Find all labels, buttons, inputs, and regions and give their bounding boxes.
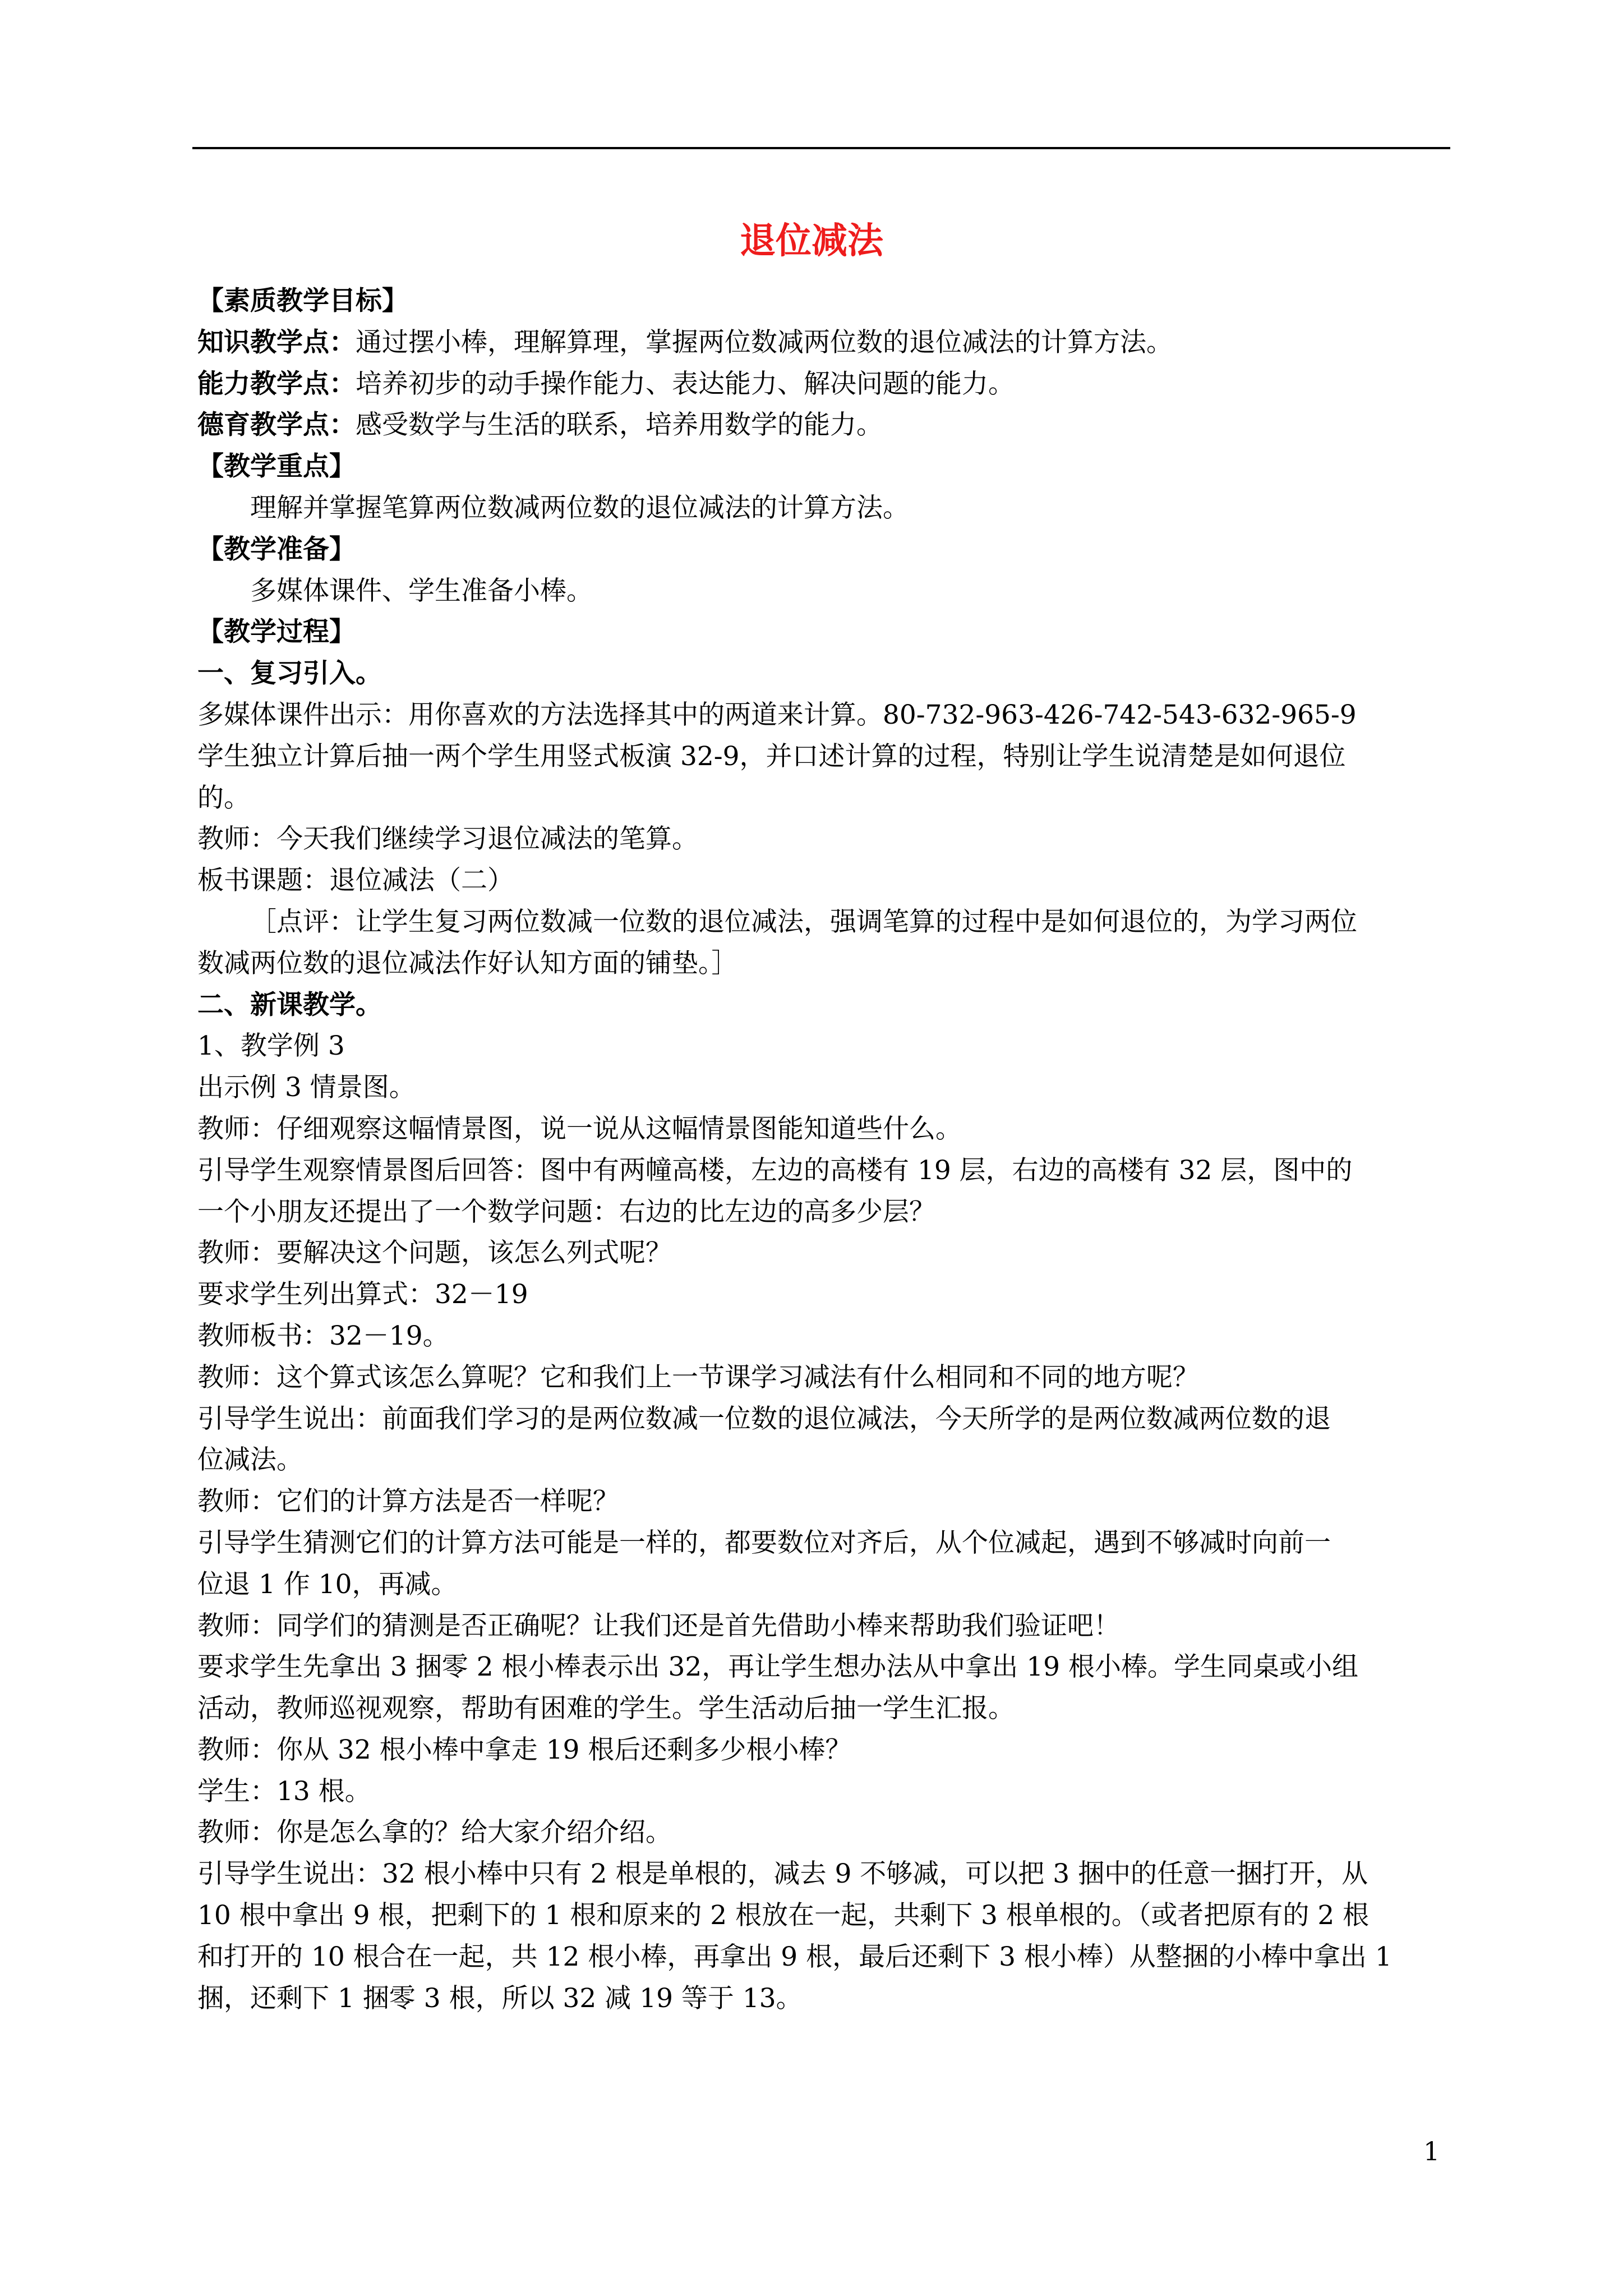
moral-label: 德育教学点： xyxy=(197,409,356,441)
comment-line: ［点评：让学生复习两位数减一位数的退位减法，强调笔算的过程中是如何退位的，为学习两位 xyxy=(250,906,1357,937)
focus-text: 理解并掌握笔算两位数减两位数的退位减法的计算方法。 xyxy=(250,492,909,523)
text-line: 一个小朋友还提出了一个数学问题：右边的比左边的高多少层？ xyxy=(197,1196,935,1227)
text-line: 引导学生观察情景图后回答：图中有两幢高楼，左边的高楼有 19 层，右边的高楼有 32 层，图中的 xyxy=(197,1154,1353,1186)
text-line: 活动，教师巡视观察，帮助有困难的学生。学生活动后抽一学生汇报。 xyxy=(197,1693,1015,1724)
section-heading-prep: 【教学准备】 xyxy=(197,533,356,565)
text-line: 教师：你从 32 根小棒中拿走 19 根后还剩多少根小棒？ xyxy=(197,1734,852,1765)
ability-text: 培养初步的动手操作能力、表达能力、解决问题的能力。 xyxy=(356,368,1015,399)
text-line: 要求学生列出算式：32－19 xyxy=(197,1279,528,1310)
text-line: 教师：仔细观察这幅情景图，说一说从这幅情景图能知道些什么。 xyxy=(197,1113,962,1144)
text-line: 引导学生说出：32 根小棒中只有 2 根是单根的，减去 9 不够减，可以把 3 捆中的任意一捆打开，从 xyxy=(197,1858,1368,1890)
text-line: 教师：同学们的猜测是否正确呢？让我们还是首先借助小棒来帮助我们验证吧！ xyxy=(197,1610,1120,1641)
text-line: 的。 xyxy=(197,782,250,813)
comment-line: 数减两位数的退位减法作好认知方面的铺垫。］ xyxy=(197,947,738,979)
text-line: 多媒体课件出示：用你喜欢的方法选择其中的两道来计算。80-732-963-426-742-543-632-965-9 xyxy=(197,699,1357,730)
section-heading-process: 【教学过程】 xyxy=(197,616,356,648)
text-line: 板书课题：退位减法（二） xyxy=(197,865,514,896)
text-line: 出示例 3 情景图。 xyxy=(197,1072,416,1103)
text-line: 捆，还剩下 1 捆零 3 根，所以 32 减 19 等于 13。 xyxy=(197,1982,803,2014)
part1-heading: 一、复习引入。 xyxy=(197,658,382,689)
text-line: 1、教学例 3 xyxy=(197,1030,345,1062)
text-line: 引导学生说出：前面我们学习的是两位数减一位数的退位减法，今天所学的是两位数减两位数的退 xyxy=(197,1403,1331,1434)
text-line: 位退 1 作 10，再减。 xyxy=(197,1568,458,1600)
text-line: 教师：要解决这个问题，该怎么列式呢？ xyxy=(197,1237,672,1269)
header-rule xyxy=(192,147,1450,149)
knowledge-point xyxy=(197,322,1454,364)
section-heading-goals: 【素质教学目标】 xyxy=(197,286,408,316)
text-line: 教师：它们的计算方法是否一样呢？ xyxy=(197,1486,619,1517)
section-heading-focus: 【教学重点】 xyxy=(197,451,356,482)
text-line: 要求学生先拿出 3 捆零 2 根小棒表示出 32，再让学生想办法从中拿出 19 根小棒。学生同桌或小组 xyxy=(197,1651,1358,1683)
text-line: 教师板书：32－19。 xyxy=(197,1320,449,1351)
text-line: 教师：你是怎么拿的？给大家介绍介绍。 xyxy=(197,1817,672,1848)
text-line: 10 根中拿出 9 根，把剩下的 1 根和原来的 2 根放在一起，共剩下 3 根单根的。（或者把原有的 2 根 xyxy=(197,1900,1370,1931)
knowledge-text: 通过摆小棒，理解算理，掌握两位数减两位数的退位减法的计算方法。 xyxy=(356,326,1173,358)
text-line: 学生：13 根。 xyxy=(197,1775,371,1807)
text-line: 学生独立计算后抽一两个学生用竖式板演 32-9，并口述计算的过程，特别让学生说清楚是如何退位 xyxy=(197,740,1346,772)
ability-point xyxy=(197,364,1454,405)
page-number: 1 xyxy=(1423,2136,1440,2166)
text-line: 位减法。 xyxy=(197,1444,303,1476)
text-line: 和打开的 10 根合在一起，共 12 根小棒，再拿出 9 根，最后还剩下 3 根小棒）从整捆的小棒中拿出 1 xyxy=(197,1941,1392,1972)
moral-text: 感受数学与生活的联系，培养用数学的能力。 xyxy=(356,409,883,441)
document-body xyxy=(197,280,1454,2019)
text-line: 教师：这个算式该怎么算呢？它和我们上一节课学习减法有什么相同和不同的地方呢？ xyxy=(197,1361,1199,1393)
ability-label: 能力教学点： xyxy=(197,368,356,399)
prep-text: 多媒体课件、学生准备小棒。 xyxy=(250,575,593,606)
part2-heading: 二、新课教学。 xyxy=(197,989,382,1020)
page-title: 退位减法 xyxy=(740,220,883,262)
text-line: 教师：今天我们继续学习退位减法的笔算。 xyxy=(197,823,698,855)
knowledge-label: 知识教学点： xyxy=(197,326,356,358)
text-line: 引导学生猜测它们的计算方法可能是一样的，都要数位对齐后，从个位减起，遇到不够减时向前一 xyxy=(197,1527,1331,1558)
moral-point xyxy=(197,404,1454,446)
